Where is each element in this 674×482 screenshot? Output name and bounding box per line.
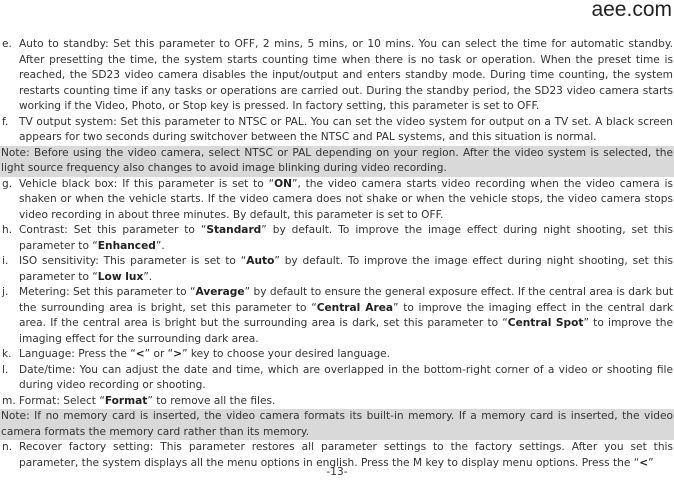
item-text: ” key to choose your desired language. <box>182 348 391 360</box>
list-marker: h. <box>2 224 13 236</box>
note-memory: Note: If no memory card is inserted, the video camera formats its built-in memory. If a memory card is inserted, the video camera formats the memory card rather than its memory. <box>0 409 674 440</box>
setting-value: Standard <box>206 224 262 236</box>
key-label: < <box>639 456 649 469</box>
list-marker: i. <box>2 255 9 267</box>
list-item-tv-output <box>0 115 674 146</box>
key-label: < <box>135 348 145 360</box>
item-text: Format: Select “ <box>19 394 105 407</box>
page-number: -13- <box>326 466 348 478</box>
list-marker: m. <box>2 394 16 407</box>
brand-logo-text: aee.com <box>591 0 672 21</box>
list-item-metering <box>0 285 674 347</box>
item-text: ” by default. To improve the image effect during night shooting, set this parameter to “ <box>19 255 673 283</box>
list-item-iso <box>0 254 674 285</box>
item-text: Recover factory setting: This parameter restores all parameter settings to the factory settings. After you set this parameter, the system displays all the menu options in english. Press the M key to display menu options. Press the “ <box>19 441 673 469</box>
item-text: ”, the video camera starts video recording when the video camera is shaken or when the vehicle starts. If the video camera does not shake or when the vehicle stops, the video camera stops video recording in about three minutes. By default, this parameter is set to OFF. <box>19 177 673 221</box>
item-text: Date/time: You can adjust the date and time, which are overlapped in the bottom-right corner of a video or shooting file during video recording or shooting. <box>19 363 673 391</box>
item-text: Vehicle black box: If this parameter is set to “ <box>19 177 275 190</box>
list-item-contrast <box>0 223 674 254</box>
list-marker: g. <box>2 177 13 190</box>
item-text: TV output system: Set this parameter to NTSC or PAL. You can set the video system for output on a TV set. A black screen appears for two seconds during switchover between the NTSC and PAL systems, and this situation is normal. <box>19 115 673 143</box>
item-text: ”. <box>143 270 153 283</box>
item-text: ” to remove all the files. <box>147 394 276 407</box>
item-text: Auto to standby: Set this parameter to OFF, 2 mins, 5 mins, or 10 mins. You can select the time for automatic standby. After presetting the time, the system starts counting time when there is no task or operation. When the preset time is reached, the SD23 video camera disables the input/output and enters standby mode. During time counting, the system restarts counting time if any tasks or operations are carried out. During the standby period, the SD23 video camera starts working if the Video, Photo, or Stop key is pressed. In factory setting, this parameter is set to OFF. <box>19 38 673 112</box>
list-item-auto-standby <box>0 37 674 115</box>
item-text: ”. <box>155 239 165 252</box>
setting-value: Format <box>104 394 148 407</box>
list-item-format <box>0 394 674 410</box>
key-label: > <box>173 348 183 360</box>
setting-value: Central Area <box>316 301 394 314</box>
setting-value: Average <box>195 286 245 298</box>
setting-value: Central Spot <box>507 317 584 329</box>
list-item-vehicle-black-box <box>0 177 674 224</box>
list-marker: j. <box>2 286 9 298</box>
item-text: Metering: Set this parameter to “ <box>19 286 196 298</box>
list-marker: f. <box>2 115 9 128</box>
note-video-system: Note: Before using the video camera, select NTSC or PAL depending on your region. After the video system is selected, the light source frequency also changes to avoid image blinking during video recording. <box>0 146 674 177</box>
setting-value: Low lux <box>97 270 144 283</box>
item-text: ” by default. To improve the image effect during night shooting, set this parameter to “ <box>19 224 674 252</box>
list-marker: k. <box>2 348 12 360</box>
item-text: ” to improve the imaging effect for the surrounding dark area. <box>19 317 673 345</box>
item-text: ” to improve the imaging effect in the central dark area. If the central area is bright but the surrounding area is dark, set this parameter to “ <box>19 301 673 329</box>
item-text: Language: Press the “ <box>19 348 136 360</box>
list-marker: l. <box>2 363 9 376</box>
item-text: ” by default to ensure the general exposure effect. If the central area is dark but the surrounding area is bright, set this parameter to “ <box>19 286 673 314</box>
list-item-language <box>0 347 674 363</box>
list-marker: e. <box>2 38 12 50</box>
item-text: ISO sensitivity: This parameter is set to “ <box>19 255 247 267</box>
setting-value: ON <box>274 177 292 190</box>
item-text: ” <box>648 456 654 469</box>
list-marker: n. <box>2 441 13 453</box>
item-text: ” or “ <box>144 348 174 360</box>
setting-value: Auto <box>246 255 275 267</box>
setting-value: Enhanced <box>97 239 156 252</box>
list-item-date-time <box>0 363 674 394</box>
item-text: Contrast: Set this parameter to “ <box>19 224 207 236</box>
manual-content <box>0 37 674 471</box>
